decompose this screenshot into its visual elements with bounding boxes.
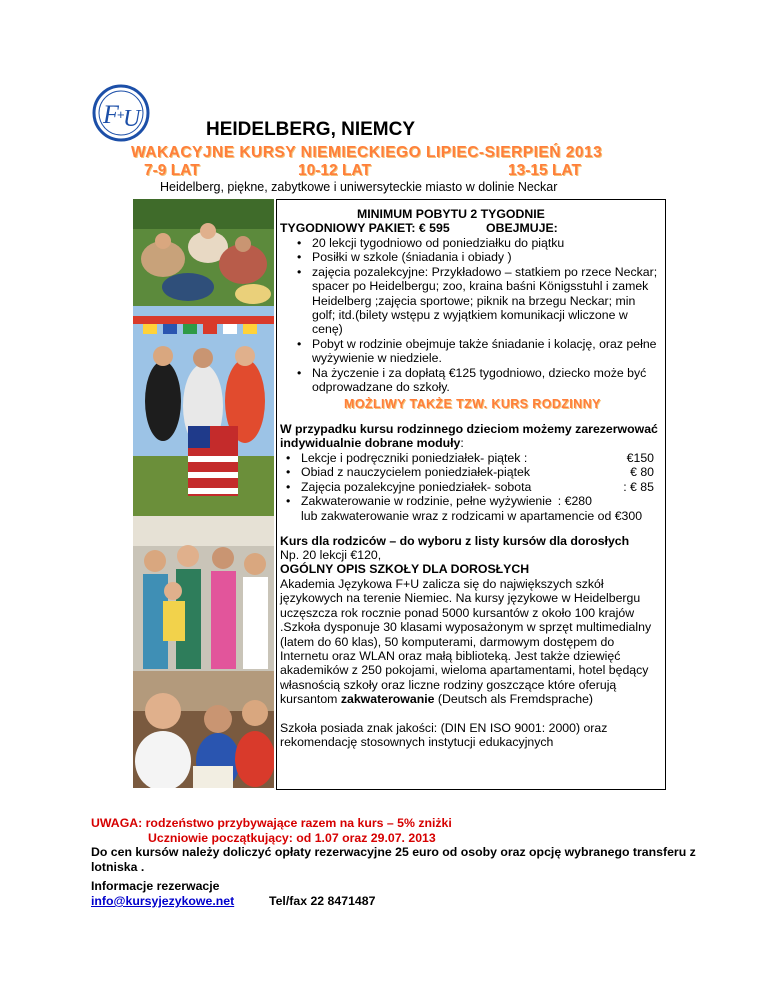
age-group-label: 7-9 LAT [144,162,200,179]
accommodation-note: (Deutsch als Fremdsprache) [434,692,594,707]
family-modules-list [280,451,654,509]
family-intro-text: W przypadku kursu rodzinnego dzieciom możemy zarezerwować indywidualnie dobrane moduły [280,422,658,451]
module-label: Obiad z nauczycielem poniedziałek-piątek [301,465,530,480]
sibling-discount-note: UWAGA: rodzeństwo przybywające razem na kurs – 5% zniżki [91,816,452,830]
school-description-text: Akademia Językowa F+U zalicza się do największych szkół językowych na terenie Niemiec. Na kursy językowe w Heidelbergu uczęszcza rok rocznie ponad 5000 kursantów z około 100 krajów .Szkoła dysponuje 30 klasami wyposażonym w sprzęt multimedialny (latem do 60 klas), 50 komputerami, darmowym dostępem do Internetu oraz WLAN oraz małą biblioteką. Jest także dziewięć akademików z 250 pokojami, wieloma apartamentami, hotel będący własnością szkoły oraz liczne rodziny goszczące które oferują kursantom [280,577,652,707]
students-flags-photo [133,306,274,516]
minimum-stay: MINIMUM POBYTU 2 TYGODNIE [357,207,545,221]
module-item [280,451,654,465]
students-classroom-photo [133,671,274,788]
module-item [280,494,654,508]
family-intro-colon: : [460,436,464,451]
package-includes-label: OBEJMUJE: [486,221,558,235]
fu-logo-icon [92,84,150,142]
module-label: Lekcje i podręczniki poniedziałek- piątek : [301,451,528,465]
students-outdoor-photo [133,199,274,306]
svg-text:F: F [103,100,119,129]
beginners-note: Uczniowie początkujący: od 1.07 oraz 29.07. 2013 [148,830,436,845]
list-item: • Pobyt w rodzinie obejmuje także śniadanie i kolację, oraz pełne wyżywienie w niedziele. [291,337,659,366]
girls-group-photo [133,516,274,671]
module-item [280,465,654,479]
apartment-option: lub zakwaterowanie wraz z rodzicami w apartamencie od €300 [301,509,643,523]
svg-text:+: + [117,107,125,122]
contact-email-link[interactable]: info@kursyjezykowe.net [91,894,235,908]
quality-statement: Szkoła posiada znak jakości: (DIN EN ISO 9001: 2000) oraz rekomendację stosownych instytucji edukacyjnych [280,721,608,750]
list-item: • zajęcia pozalekcyjne: Przykładowo – statkiem po rzece Neckar; spacer po Heidelbergu; zoo, kraina baśni Königsstuhl i zamek Heidelberg ;zajęcia sportowe; piknik na brzegu Neckar; min golf; itd.(bilety wstępu z wyjątkiem komunikacji wliczone w cenę) [291,265,659,337]
module-label: Zakwaterowanie w rodzinie, pełne wyżywienie [301,494,552,509]
module-label: Zajęcia pozalekcyjne poniedziałek- sobota [301,479,532,494]
contact-phone: Tel/fax 22 8471487 [269,894,376,908]
photo-column [133,199,274,788]
parents-course-example: Np. 20 lekcji €120, [280,548,382,562]
school-description [280,577,658,707]
fees-note: Do cen kursów należy doliczyć opłaty rezerwacyjne 25 euro od osoby oraz opcję wybranego transferu z lotniska . [91,845,696,874]
age-group-label: 13-15 LAT [508,162,581,179]
module-price: €150 [626,451,654,465]
module-item [280,480,654,494]
module-price: : € 85 [623,479,654,494]
subtitle: Heidelberg, piękne, zabytkowe i uniwersyteckie miasto w dolinie Neckar [160,180,558,194]
list-item: • 20 lekcji tygodniowo od poniedziałku do piątku [291,236,659,250]
module-price: € 80 [630,465,654,480]
package-items-list [291,236,659,394]
svg-text:U: U [123,106,141,132]
module-price: : €280 [557,494,592,509]
family-course-title: MOŻLIWY TAKŻE TZW. KURS RODZINNY [344,397,601,411]
package-price: TYGODNIOWY PAKIET: € 595 [280,221,450,235]
school-description-title: OGÓLNY OPIS SZKOŁY DLA DOROSŁYCH [280,562,530,576]
parents-course-title: Kurs dla rodziców – do wyboru z listy kursów dla dorosłych [280,534,630,548]
accommodation-label: zakwaterowanie [340,692,435,707]
notes-section [91,816,711,874]
contact-label: Informacje rezerwacje [91,879,220,893]
age-group-label: 10-12 LAT [298,162,371,179]
page-title: HEIDELBERG, NIEMCY [206,119,416,140]
course-info-box [276,199,666,790]
family-intro [280,422,664,451]
list-item: • Posiłki w szkole (śniadania i obiady ) [291,250,659,264]
course-title: WAKACYJNE KURSY NIEMIECKIEGO LIPIEC-SIERPIEŃ 2013 [131,144,603,161]
list-item: • Na życzenie i za dopłatą €125 tygodniowo, dziecko może być odprowadzane do szkoły. [291,366,659,395]
